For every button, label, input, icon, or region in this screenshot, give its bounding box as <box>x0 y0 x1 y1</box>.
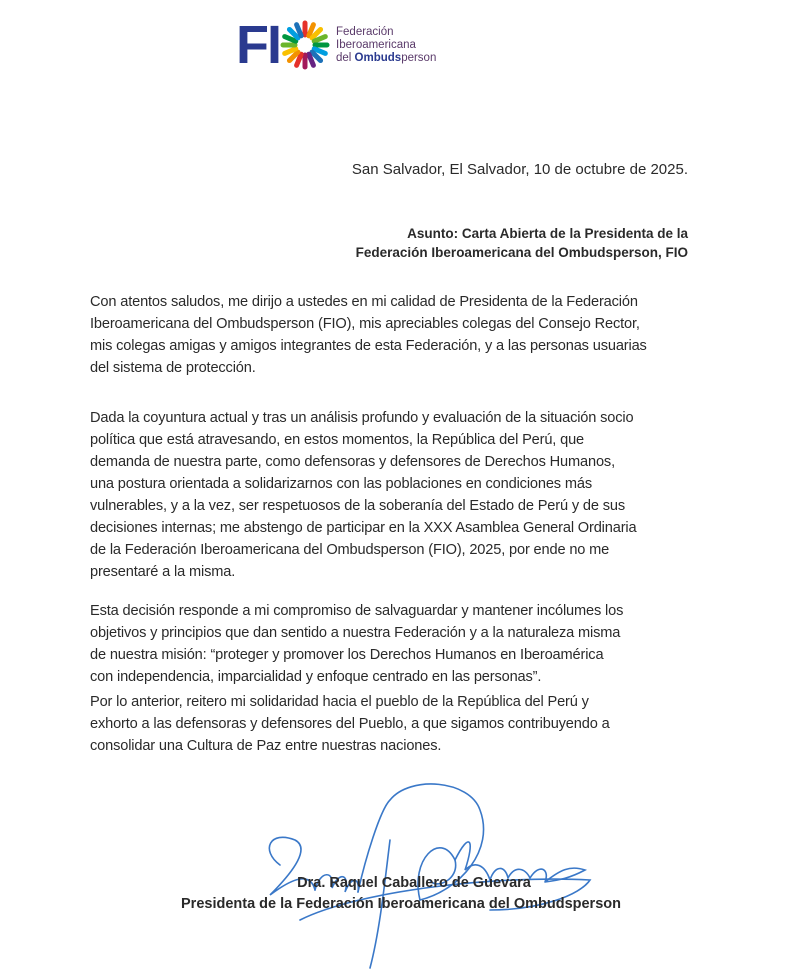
paragraph-4 <box>90 691 610 757</box>
text-line: de la Federación Iberoamericana del Ombudsperson (FIO), 2025, por ende no me <box>90 542 610 558</box>
text-line: con independencia, imparcialidad y enfoque centrado en las personas”. <box>90 669 542 685</box>
text-line: exhorto a las defensoras y defensores del Pueblo, a que sigamos contribuyendo a <box>90 716 610 732</box>
logo-line-1: Federación <box>336 25 394 38</box>
text-line: una postura orientada a solidarizarnos con las poblaciones en condiciones más <box>90 476 592 492</box>
letter-date: San Salvador, El Salvador, 10 de octubre de 2025. <box>351 161 688 178</box>
letter-subject <box>356 224 688 262</box>
text-line: vulnerables, y a la vez, ser respetuosos de la soberanía del Estado de Perú y de sus <box>90 498 625 514</box>
text-line: presentaré a la misma. <box>90 564 236 580</box>
text-line: decisiones internas; me abstengo de participar en la XXX Asamblea General Ordinaria <box>90 520 637 536</box>
handwritten-signature <box>240 770 600 970</box>
text-line: consolidar una Cultura de Paz entre nuestras naciones. <box>90 738 442 754</box>
paragraph-2 <box>90 407 636 583</box>
logo-acronym: FI <box>236 15 280 75</box>
text-line: mis colegas amigas y amigos integrantes de esta Federación, y a las personas usuarias <box>90 338 647 354</box>
text-line: Iberoamericana del Ombudsperson (FIO), mis apreciables colegas del Consejo Rector, <box>90 316 640 332</box>
logo-line-2: Iberoamericana <box>336 38 416 51</box>
paragraph-1 <box>90 291 647 379</box>
logo-text <box>336 26 436 65</box>
text-line: política que está atravesando, en estos momentos, la República del Perú, que <box>90 432 585 448</box>
text-line: Con atentos saludos, me dirijo a ustedes en mi calidad de Presidenta de la Federación <box>90 294 638 310</box>
subject-line-2: Federación Iberoamericana del Ombudsperson, FIO <box>355 245 688 260</box>
fio-logo <box>236 15 437 75</box>
text-line: del sistema de protección. <box>90 360 256 376</box>
signatory-title: Presidenta de la Federación Iberoamericana del Ombudsperson <box>181 896 621 912</box>
logo-line-3-bold: Ombuds <box>354 51 402 64</box>
text-line: objetivos y principios que dan sentido a nuestra Federación y a la naturaleza misma <box>90 625 621 641</box>
logo-line-3-suffix: person <box>401 51 437 64</box>
signatory-name: Dra. Raquel Caballero de Guevara <box>297 875 531 891</box>
logo-line-3 <box>336 52 436 65</box>
subject-line-1: Asunto: Carta Abierta de la Presidenta de la <box>407 226 688 241</box>
text-line: Por lo anterior, reitero mi solidaridad hacia el pueblo de la República del Perú y <box>90 694 589 710</box>
text-line: de nuestra misión: “proteger y promover los Derechos Humanos en Iberoamérica <box>90 647 604 663</box>
logo-wheel-icon <box>280 20 330 70</box>
text-line: demanda de nuestra parte, como defensoras y defensores de Derechos Humanos, <box>90 454 615 470</box>
logo-line-3-prefix: del <box>336 51 355 64</box>
text-line: Dada la coyuntura actual y tras un análisis profundo y evaluación de la situación socio <box>90 410 634 426</box>
text-line: Esta decisión responde a mi compromiso de salvaguardar y mantener incólumes los <box>90 603 624 619</box>
paragraph-3 <box>90 600 623 688</box>
